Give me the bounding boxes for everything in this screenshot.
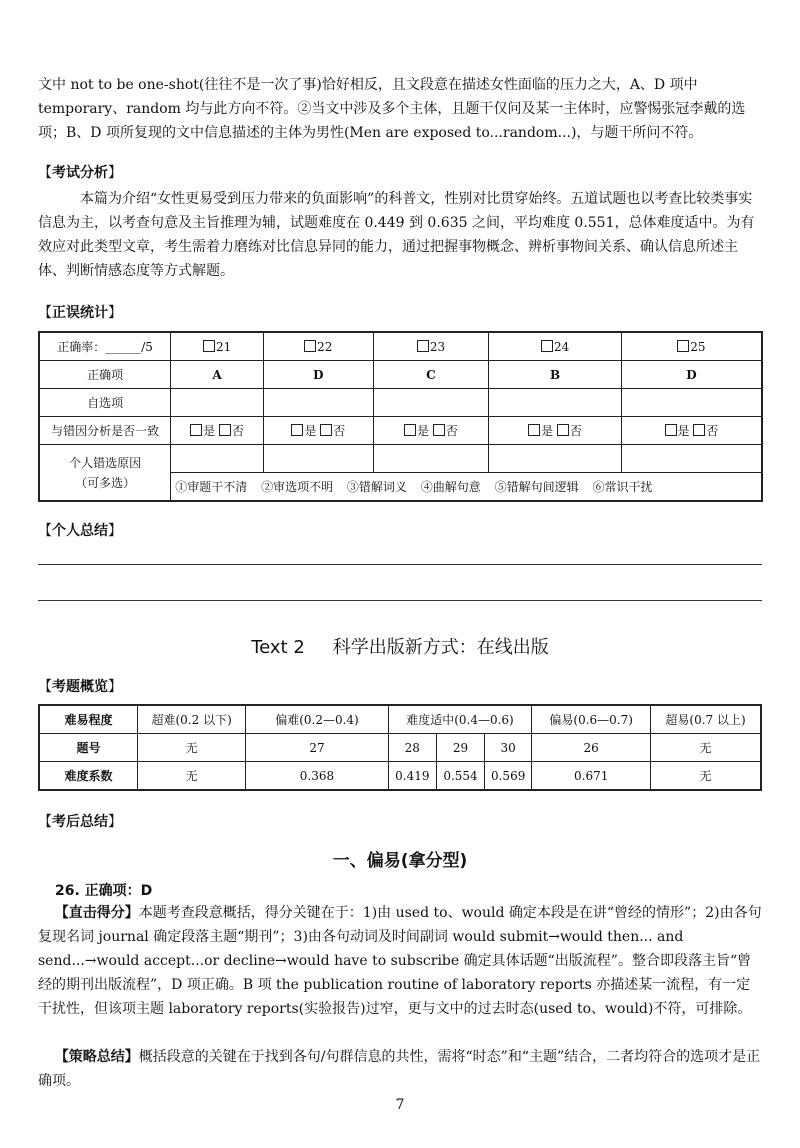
yes-no-cell[interactable]: 是 否 (621, 417, 762, 445)
stats-row-self (39, 389, 762, 417)
checkbox[interactable] (677, 340, 689, 352)
answer-cell: D (621, 361, 762, 389)
question-number: 26 (532, 734, 651, 762)
score-text: 本题考查段意概括，得分关键在于：1)由 used to、would 确定本段是在讲“曾经的情形”；2)由各句复现名词 journal 确定段落主题“期刊”；3)由各句动词及时间副词 would submit→would then... and send...→would accept...or decline→would have to subscribe 确定具体话题“出版流程”。整合即段落主旨“曾经的期刊出版流程”，D 项正确。B 项 the publication routine of laboratory reports 亦描述某一流程，有一定干扰性，但该项主题 laboratory reports(实验报告)过窄，更与文中的过去时态(used to、would)不符，可排除。 (38, 905, 762, 1017)
reason-cell[interactable] (489, 445, 622, 473)
overview-table (38, 704, 762, 791)
level-cell: 难度适中(0.4—0.6) (388, 705, 532, 734)
question-number: 30 (485, 734, 532, 762)
yes-no-cell[interactable]: 是 否 (489, 417, 622, 445)
yes-no-cell[interactable]: 是 否 (171, 417, 264, 445)
self-answer-cell[interactable] (263, 389, 373, 417)
self-answer-cell[interactable] (171, 389, 264, 417)
correct-label: 正确项 (39, 361, 171, 389)
overview-row-levels (39, 705, 761, 734)
self-answer-cell[interactable] (373, 389, 489, 417)
level-cell: 超难(0.2 以下) (138, 705, 246, 734)
self-answer-cell[interactable] (489, 389, 622, 417)
exam-analysis-heading: 【考试分析】 (38, 165, 122, 181)
summary-line[interactable] (38, 564, 762, 565)
checkbox[interactable] (557, 424, 569, 436)
checkbox[interactable] (304, 340, 316, 352)
checkbox[interactable] (417, 340, 429, 352)
question-number: 无 (138, 734, 246, 762)
match-label: 与错因分析是否一致 (39, 417, 171, 445)
section-title: 一、偏易(拿分型) (332, 851, 468, 871)
answer-cell: A (171, 361, 264, 389)
text2-title (0, 633, 800, 659)
coefficient: 无 (138, 762, 246, 791)
reason-option[interactable]: ⑤错解句间逻辑 (494, 480, 579, 494)
answer-cell: B (489, 361, 622, 389)
checkbox[interactable] (203, 340, 215, 352)
reason-option[interactable]: ⑥常识干扰 (592, 480, 653, 494)
strategy-text: 概括段意的关键在于找到各句/句群信息的共性，需将“时态”和“主题”结合，二者均符合的选项才是正确项。 (38, 1049, 761, 1089)
coefficient: 0.554 (436, 762, 484, 791)
self-answer-cell[interactable] (621, 389, 762, 417)
checkbox[interactable] (693, 424, 705, 436)
row-header: 题号 (39, 734, 138, 762)
summary-heading: 【个人总结】 (38, 523, 122, 539)
question-number: 29 (436, 734, 484, 762)
yes-no-cell[interactable]: 是 否 (263, 417, 373, 445)
stats-row-accuracy (39, 332, 762, 361)
reason-option[interactable]: ①审题干不清 (175, 480, 248, 494)
row-header: 难度系数 (39, 762, 138, 791)
reason-option[interactable]: ②审选项不明 (261, 480, 334, 494)
stats-row-match (39, 417, 762, 445)
stats-table (38, 331, 763, 502)
checkbox[interactable] (528, 424, 540, 436)
coefficient: 0.569 (485, 762, 532, 791)
answer-cell: C (373, 361, 489, 389)
text2-title-text: 科学出版新方式：在线出版 (332, 637, 549, 658)
coefficient: 0.419 (388, 762, 436, 791)
overview-heading: 【考题概览】 (38, 679, 122, 695)
question-cell[interactable]: 23 (373, 332, 489, 361)
checkbox[interactable] (404, 424, 416, 436)
summary-line[interactable] (38, 600, 762, 601)
reason-option[interactable]: ③错解词义 (346, 480, 407, 494)
exam-analysis-text: 本篇为介绍“女性更易受到压力带来的负面影响”的科普文，性别对比贯穿始终。五道试题也以考查比较类事实信息为主，以考查句意及主旨推理为辅，试题难度在 0.449 到 0.635 之间，平均难度 0.551，总体难度适中。为有效应对此类型文章，考生需着力磨练对比信息异同的能力，通过把握事物概念、辨析事物间关系、确认信息所述主体、判断情感态度等方式解题。 (38, 191, 755, 279)
score-label: 【直击得分】 (54, 905, 139, 921)
self-label: 自选项 (39, 389, 171, 417)
checkbox[interactable] (665, 424, 677, 436)
q26-heading: 26. 正确项：D (55, 883, 153, 899)
question-number: 27 (246, 734, 388, 762)
level-cell: 偏难(0.2—0.4) (246, 705, 388, 734)
checkbox[interactable] (291, 424, 303, 436)
after-heading: 【考后总结】 (38, 814, 122, 830)
reason-cell[interactable] (621, 445, 762, 473)
stats-row-reason-blank (39, 445, 762, 473)
checkbox[interactable] (219, 424, 231, 436)
overview-row-coefficients (39, 762, 761, 791)
answer-cell: D (263, 361, 373, 389)
reason-cell[interactable] (263, 445, 373, 473)
question-number: 无 (651, 734, 761, 762)
reason-cell[interactable] (171, 445, 264, 473)
strategy-label: 【策略总结】 (54, 1049, 139, 1065)
q26-score-paragraph (38, 901, 762, 1021)
reason-option[interactable]: ④曲解句意 (420, 480, 481, 494)
question-cell[interactable]: 22 (263, 332, 373, 361)
row-header: 难易程度 (39, 705, 138, 734)
yes-no-cell[interactable]: 是 否 (373, 417, 489, 445)
reason-cell[interactable] (373, 445, 489, 473)
stats-row-correct (39, 361, 762, 389)
checkbox[interactable] (541, 340, 553, 352)
question-cell[interactable]: 21 (171, 332, 264, 361)
overview-row-questions (39, 734, 761, 762)
intro-paragraph: 文中 not to be one-shot(往往不是一次了事)恰好相反，且文段意在描述女性面临的压力之大，A、D 项中 temporary、random 均与此方向不符。②当文中涉及多个主体，且题干仅问及某一主体时，应警惕张冠李戴的选项；B、D 项所复现的文中信息描述的主体为男性(Men are exposed to...random...)，与题干所问不符。 (38, 77, 746, 141)
coefficient: 无 (651, 762, 761, 791)
coefficient: 0.671 (532, 762, 651, 791)
question-number: 28 (388, 734, 436, 762)
checkbox[interactable] (320, 424, 332, 436)
question-cell[interactable]: 24 (489, 332, 622, 361)
stats-heading: 【正误统计】 (38, 305, 122, 321)
text2-label: Text 2 (251, 637, 305, 658)
page-number: 7 (395, 1097, 405, 1113)
checkbox[interactable] (433, 424, 445, 436)
reason-label: 个人错选原因 （可多选） (39, 445, 171, 502)
checkbox[interactable] (190, 424, 202, 436)
q26-strategy-paragraph (38, 1045, 762, 1093)
question-cell[interactable]: 25 (621, 332, 762, 361)
level-cell: 偏易(0.6—0.7) (532, 705, 651, 734)
coefficient: 0.368 (246, 762, 388, 791)
accuracy-label: 正确率：______/5 (39, 332, 171, 361)
level-cell: 超易(0.7 以上) (651, 705, 761, 734)
reason-options (171, 473, 762, 502)
